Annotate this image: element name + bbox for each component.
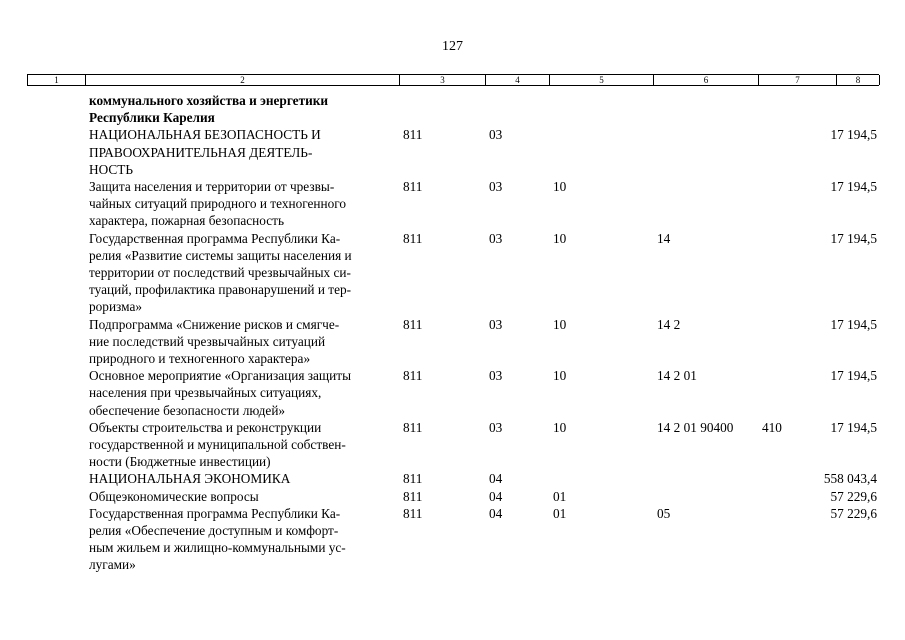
cell-name-line: Республики Карелия — [89, 110, 215, 126]
cell-ministry-code — [399, 92, 485, 126]
table-row — [27, 419, 879, 471]
header-col-6: 6 — [654, 75, 759, 85]
cell-expense-type — [758, 126, 836, 178]
cell-ministry-code: 811 — [403, 488, 423, 504]
cell-col-1 — [27, 470, 85, 487]
cell-subsection: 01 — [553, 488, 567, 504]
cell-name-line: ным жильем и жилищно-коммунальными ус- — [89, 540, 346, 556]
cell-col-1 — [27, 230, 85, 316]
cell-target-article: 05 — [657, 505, 671, 521]
cell-amount-wrap — [830, 178, 879, 230]
column-number-header — [27, 74, 879, 86]
cell-ministry-code: 811 — [403, 471, 423, 487]
cell-subsection: 10 — [553, 419, 567, 435]
header-col-7: 7 — [759, 75, 837, 85]
cell-name-line: обеспечение безопасности людей» — [89, 402, 286, 418]
cell-amount-wrap — [836, 92, 879, 126]
table-row — [27, 367, 879, 419]
cell-amount: 17 194,5 — [830, 127, 877, 143]
cell-section: 04 — [489, 471, 503, 487]
cell-col-1 — [27, 126, 85, 178]
cell-name-line: ПРАВООХРАНИТЕЛЬНАЯ ДЕЯТЕЛЬ- — [89, 144, 313, 160]
cell-name — [85, 470, 399, 487]
cell-expense-type — [758, 505, 836, 574]
cell-subsection — [549, 126, 653, 178]
cell-target-article: 14 2 01 — [657, 368, 697, 384]
cell-target-article — [653, 178, 758, 230]
cell-name-line: населения при чрезвычайных ситуациях, — [89, 385, 322, 401]
cell-amount-wrap — [830, 488, 879, 505]
cell-name — [85, 230, 399, 316]
cell-amount-wrap — [823, 470, 879, 487]
cell-name-line: Государственная программа Республики Ка- — [89, 230, 341, 246]
cell-amount-wrap — [830, 367, 879, 419]
cell-name-line: государственной и муниципальной собствен- — [89, 437, 346, 453]
cell-name-line: НОСТЬ — [89, 161, 133, 177]
cell-amount: 558 043,4 — [823, 471, 877, 487]
header-col-8: 8 — [837, 75, 880, 85]
header-col-3: 3 — [400, 75, 486, 85]
cell-target-article — [653, 126, 758, 178]
cell-expense-type — [758, 230, 836, 316]
cell-ministry-code: 811 — [403, 505, 423, 521]
cell-name-line: Государственная программа Республики Ка- — [89, 505, 341, 521]
cell-name-line: территории от последствий чрезвычайных си- — [89, 265, 351, 281]
cell-section: 03 — [489, 419, 503, 435]
cell-subsection: 10 — [553, 368, 567, 384]
cell-target-article: 14 — [657, 230, 671, 246]
cell-ministry-code: 811 — [403, 368, 423, 384]
table-row — [27, 126, 879, 178]
cell-amount-wrap — [830, 230, 879, 316]
header-col-4: 4 — [486, 75, 550, 85]
cell-name-line: Общеэкономические вопросы — [89, 488, 259, 504]
cell-name-line: чайных ситуаций природного и техногенного — [89, 196, 347, 212]
cell-ministry-code: 811 — [403, 179, 423, 195]
cell-name-line: Объекты строительства и реконструкции — [89, 419, 322, 435]
table-body — [27, 92, 879, 574]
table-row — [27, 470, 879, 487]
cell-col-1 — [27, 419, 85, 471]
cell-name-line: релия «Обеспечение доступным и комфорт- — [89, 523, 339, 539]
cell-col-1 — [27, 178, 85, 230]
cell-name — [85, 316, 399, 368]
cell-amount: 17 194,5 — [830, 419, 877, 435]
cell-name-line: Основное мероприятие «Организация защиты — [89, 368, 352, 384]
cell-name-line: природного и техногенного характера» — [89, 351, 311, 367]
cell-section: 03 — [489, 179, 503, 195]
cell-amount: 17 194,5 — [830, 316, 877, 332]
table-row — [27, 178, 879, 230]
cell-expense-type — [758, 178, 836, 230]
cell-subsection — [549, 92, 653, 126]
cell-name-line: НАЦИОНАЛЬНАЯ БЕЗОПАСНОСТЬ И — [89, 127, 321, 143]
cell-ministry-code: 811 — [403, 127, 423, 143]
cell-subsection: 01 — [553, 505, 567, 521]
cell-section: 03 — [489, 368, 503, 384]
cell-subsection: 10 — [553, 316, 567, 332]
cell-amount-wrap — [830, 316, 879, 368]
cell-name — [85, 505, 399, 574]
table-row — [27, 230, 879, 316]
cell-col-1 — [27, 488, 85, 505]
cell-target-article — [653, 488, 758, 505]
cell-amount: 17 194,5 — [830, 179, 877, 195]
cell-ministry-code: 811 — [403, 230, 423, 246]
cell-target-article: 14 2 — [657, 316, 681, 332]
cell-subsection: 10 — [553, 230, 567, 246]
cell-name — [85, 126, 399, 178]
cell-subsection: 10 — [553, 179, 567, 195]
cell-section: 03 — [489, 230, 503, 246]
cell-target-article — [653, 92, 758, 126]
cell-section: 03 — [489, 316, 503, 332]
cell-name — [85, 419, 399, 471]
header-col-5: 5 — [550, 75, 654, 85]
header-col-2: 2 — [86, 75, 400, 85]
cell-amount: 17 194,5 — [830, 368, 877, 384]
cell-amount: 57 229,6 — [830, 488, 877, 504]
cell-target-article: 14 2 01 90400 — [657, 419, 734, 435]
cell-amount: 57 229,6 — [830, 505, 877, 521]
cell-amount-wrap — [830, 419, 879, 471]
cell-ministry-code: 811 — [403, 419, 423, 435]
cell-section — [485, 92, 549, 126]
cell-name — [85, 178, 399, 230]
budget-table — [27, 74, 879, 574]
cell-subsection — [549, 470, 653, 487]
cell-name-line: релия «Развитие системы защиты населения и — [89, 247, 352, 263]
header-col-1: 1 — [28, 75, 86, 85]
cell-section: 04 — [489, 505, 503, 521]
cell-col-1 — [27, 316, 85, 368]
cell-name-line: ние последствий чрезвычайных ситуаций — [89, 333, 326, 349]
cell-name-line: лугами» — [89, 557, 136, 573]
table-row — [27, 316, 879, 368]
cell-name — [85, 367, 399, 419]
cell-name-line: характера, пожарная безопасность — [89, 213, 285, 229]
page-number: 127 — [442, 39, 463, 54]
cell-section: 04 — [489, 488, 503, 504]
cell-col-1 — [27, 367, 85, 419]
cell-section: 03 — [489, 127, 503, 143]
table-row — [27, 488, 879, 505]
cell-expense-type: 410 — [762, 419, 782, 435]
cell-col-1 — [27, 505, 85, 574]
cell-name-line: туаций, профилактика правонарушений и тер- — [89, 282, 352, 298]
table-row — [27, 505, 879, 574]
cell-amount-wrap — [830, 126, 879, 178]
cell-amount-wrap — [830, 505, 879, 574]
cell-name-line: НАЦИОНАЛЬНАЯ ЭКОНОМИКА — [89, 471, 291, 487]
cell-expense-type — [758, 316, 836, 368]
cell-expense-type — [758, 488, 836, 505]
cell-name-line: коммунального хозяйства и энергетики — [89, 93, 329, 108]
cell-expense-type — [758, 92, 836, 126]
cell-name-line: Подпрограмма «Снижение рисков и смягче- — [89, 316, 340, 332]
table-row — [27, 92, 879, 126]
cell-ministry-code: 811 — [403, 316, 423, 332]
cell-name — [85, 488, 399, 505]
cell-name — [85, 92, 399, 126]
cell-col-1 — [27, 92, 85, 126]
cell-name-line: Защита населения и территории от чрезвы- — [89, 179, 335, 195]
cell-amount: 17 194,5 — [830, 230, 877, 246]
cell-name-line: роризма» — [89, 299, 142, 315]
cell-target-article — [653, 470, 758, 487]
cell-name-line: ности (Бюджетные инвестиции) — [89, 454, 271, 470]
cell-expense-type — [758, 367, 836, 419]
